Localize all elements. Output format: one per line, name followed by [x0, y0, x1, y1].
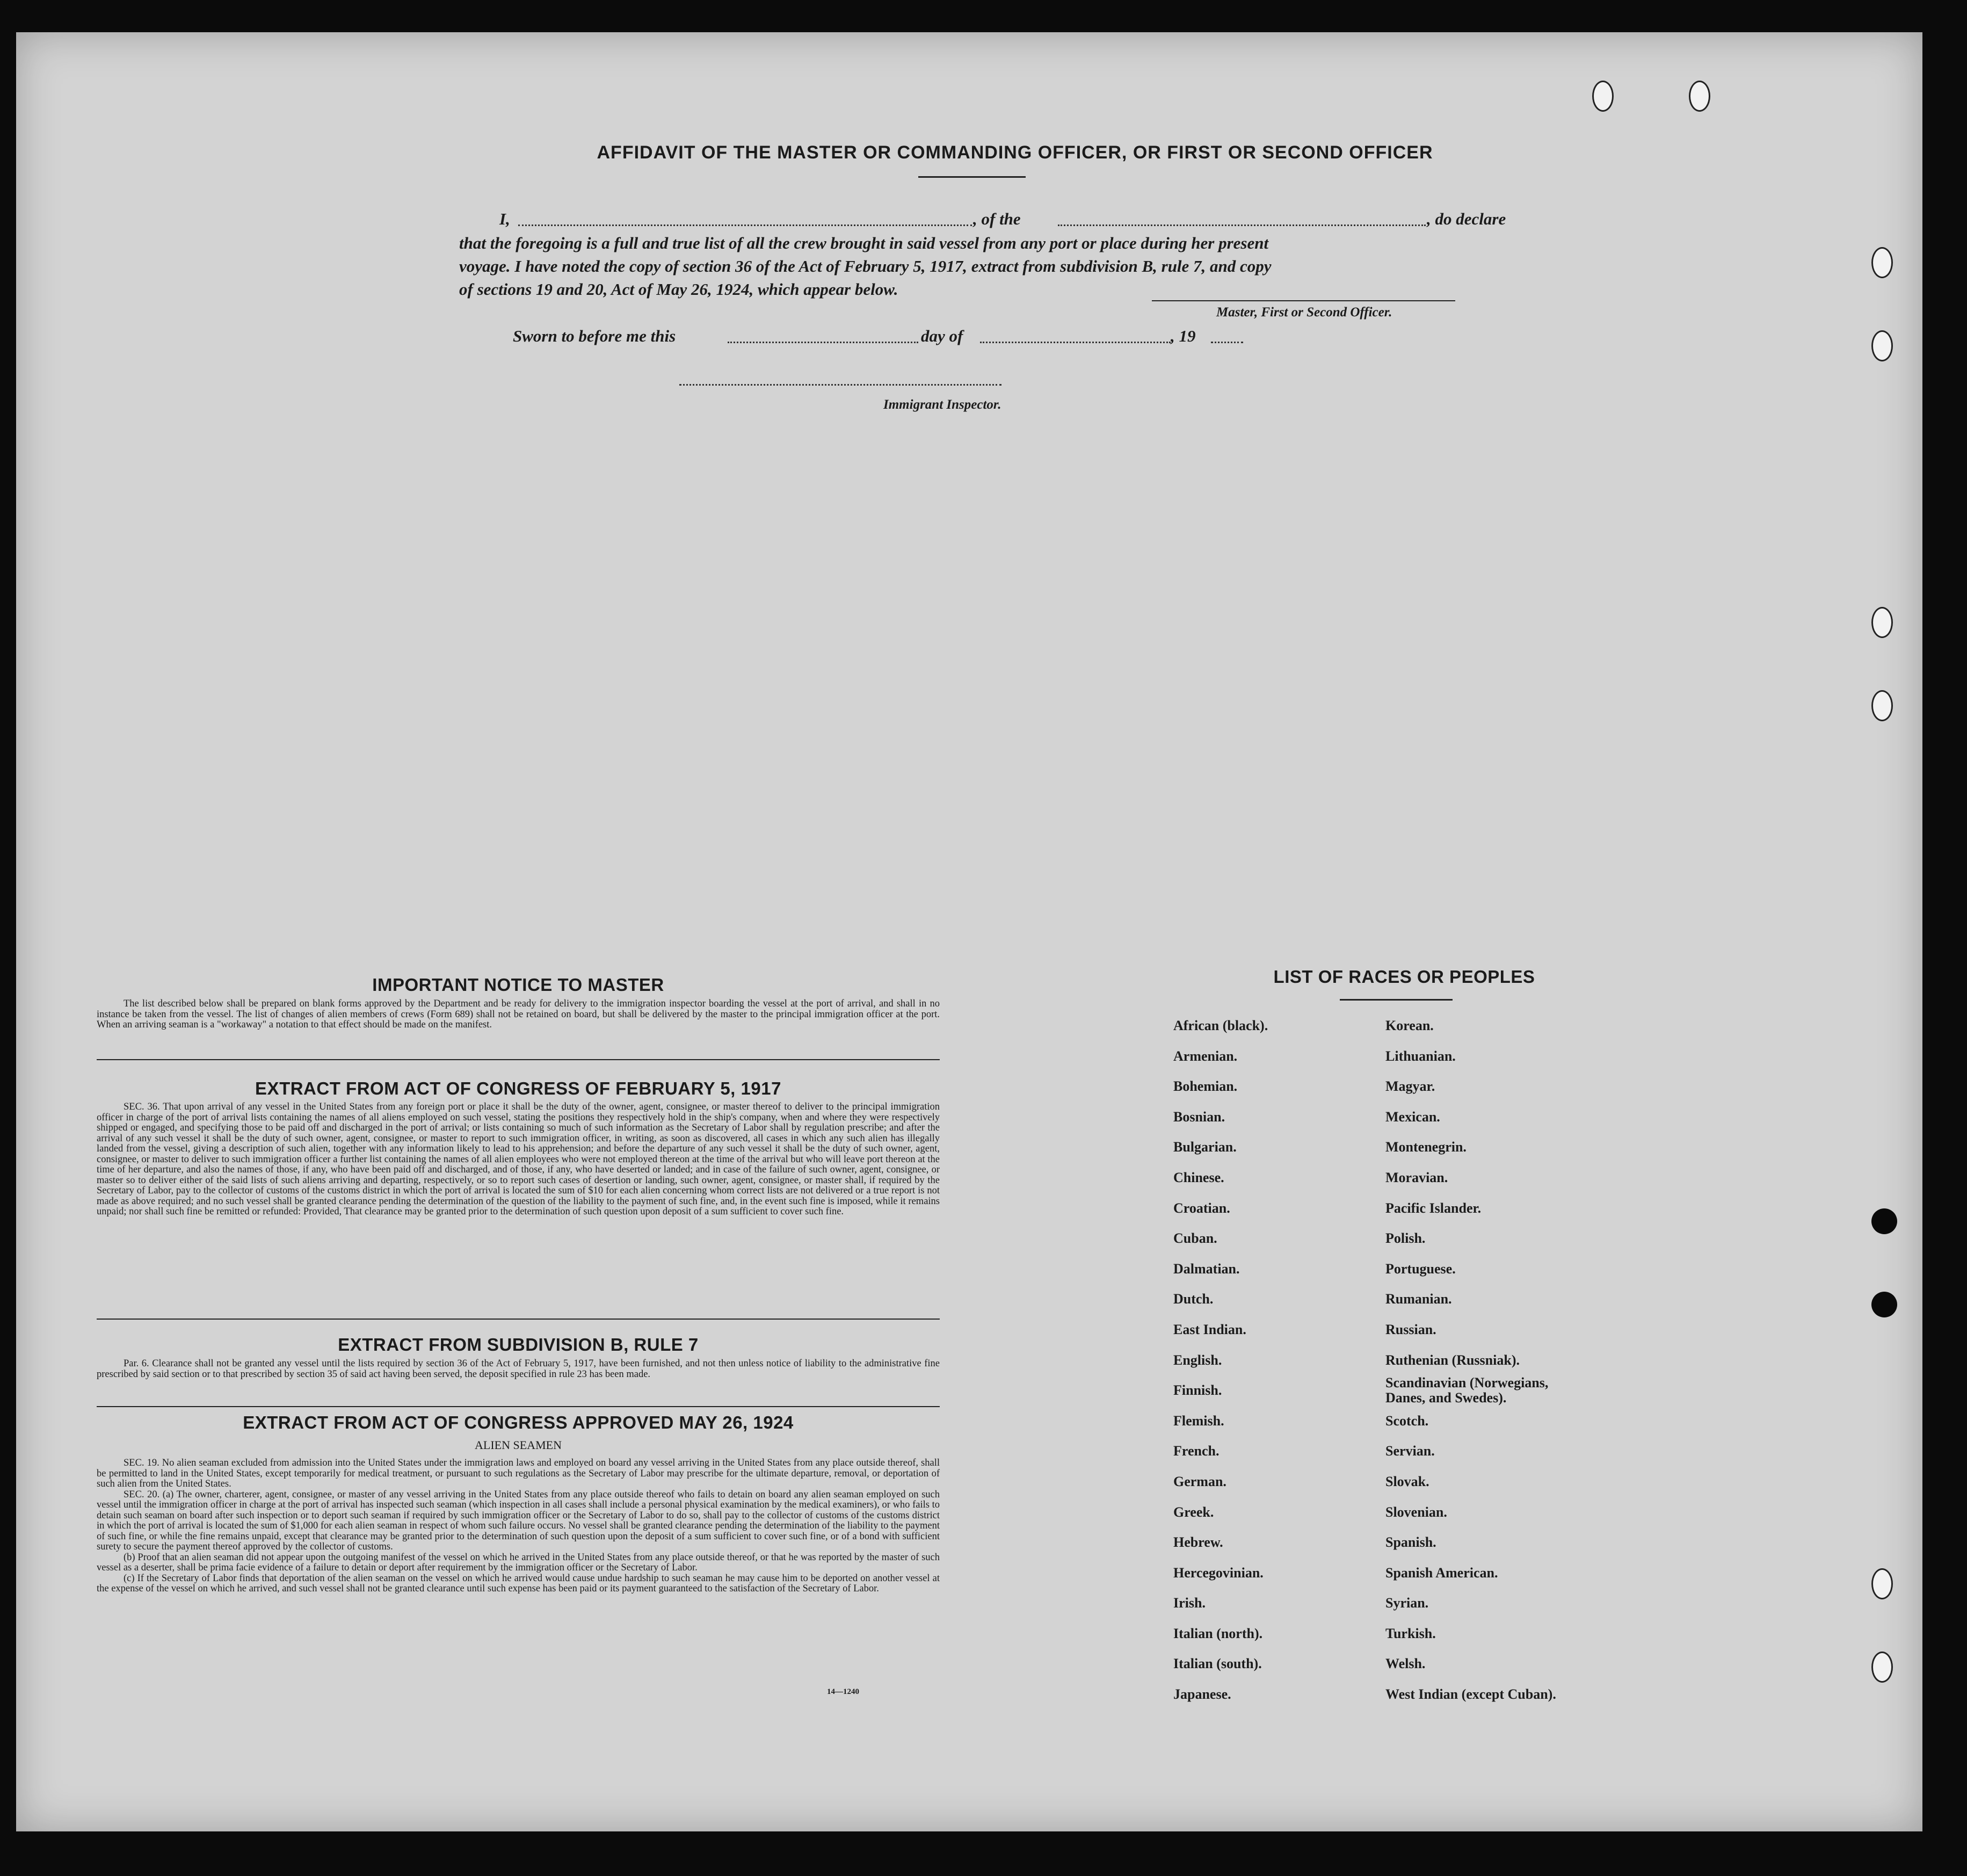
race-item: Polish. [1385, 1230, 1426, 1247]
sworn-day-blank[interactable] [728, 342, 918, 343]
race-item: Cuban. [1173, 1230, 1217, 1247]
race-item: Italian (south). [1173, 1656, 1262, 1672]
race-item: Bohemian. [1173, 1078, 1238, 1095]
sec-36-paragraph: SEC. 36. That upon arrival of any vessel in the United States from any foreign port or place it shall be the duty of the owner, agent, consignee, or master thereof to deliver to the principal immigration officer in charge of the port of arrival lists containing the names of all aliens employed on such vessel, stating the positions they respectively hold in the ship's company, when and where they were respectively shipped or engaged, and specifying those to be paid off and discharged in the port of arrival; or lists containing so much of such information as the Secretary of Labor shall by regulation prescribe; and after the arrival of any such vessel it shall be the duty of such owner, agent, consignee, or master to report to such immigration officer, in writing, as soon as discovered, all cases in which any such alien has illegally landed from the vessel, giving a description of such alien, together with any information likely to lead to his apprehension; and before the departure of any such vessel it shall be the duty of such owner, agent, consignee, or master to deliver to such immigration officer a further list containing the names of all alien employees who were not employed thereon at the time of the arrival but who will leave port thereon at the time of her departure, and also the names of those, if any, who have been paid off and discharged, and of those, if any, who have deserted or landed; and in case of the failure of such owner, agent, consignee, or master so to deliver either of the said lists of such aliens arriving and departing, respectively, or so to report such cases of desertion or landing, such owner, agent, consignee, or master shall, if required by the Secretary of Labor, pay to the collector of customs of the customs district in which the port of arrival is located the sum of $10 for each alien concerning whom correct lists are not delivered or a true report is not made as above required; and no such vessel shall be granted clearance pending the determination of the question of the liability to the payment of such fine, and, in the event such fine is imposed, while it remains unpaid; nor shall such fine be remitted or refunded: Provided, That clearance may be granted prior to the determination of such question upon deposit of a sum sufficient to cover such fine. [97, 1102, 940, 1217]
race-item: Dutch. [1173, 1291, 1214, 1307]
race-item: Scandinavian (Norwegians, Danes, and Swedes). [1385, 1375, 1549, 1406]
year-label: , 19 [1171, 327, 1196, 345]
races-column-right [1385, 1011, 1584, 1710]
race-item: Irish. [1173, 1595, 1206, 1611]
title-underline [918, 176, 1026, 178]
affidavit-line2: that the foregoing is a full and true list of all the crew brought in said vessel from any port or place during her present [459, 234, 1269, 252]
par-6-paragraph: Par. 6. Clearance shall not be granted any vessel until the lists required by section 36 of the Act of February 5, 1917, have been furnished, and not then unless notice of liability to the administrative fine prescribed by said section or to that prescribed by section 35 of said act having been served, the deposit specified in rule 23 has been made. [97, 1358, 940, 1380]
binding-hole [1871, 330, 1893, 361]
race-item: Scotch. [1385, 1413, 1429, 1429]
sec-20b-paragraph: (b) Proof that an alien seaman did not appear upon the outgoing manifest of the vessel on which he arrived in the United States from any place outside thereof, or that he was reported by the master of such vessel as a deserter, shall be prima facie evidence of a failure to detain or deport after requirement by the immigration officer or the Secretary of Labor. [97, 1552, 940, 1573]
race-item: Dalmatian. [1173, 1261, 1240, 1277]
race-item: Montenegrin. [1385, 1139, 1467, 1155]
race-item: Slovenian. [1385, 1504, 1447, 1520]
race-item: Japanese. [1173, 1686, 1231, 1703]
extract-1917-text [97, 1102, 940, 1218]
race-item: Lithuanian. [1385, 1048, 1456, 1064]
race-item: African (black). [1173, 1018, 1268, 1033]
race-item: Servian. [1385, 1443, 1435, 1459]
race-item: Greek. [1173, 1504, 1214, 1520]
binding-hole [1871, 1652, 1893, 1683]
divider [97, 1059, 940, 1060]
race-item: Spanish. [1385, 1534, 1436, 1551]
race-item: Pacific Islander. [1385, 1200, 1482, 1216]
race-item: German. [1173, 1473, 1226, 1489]
extract-1924-text [97, 1458, 940, 1595]
race-item: Spanish American. [1385, 1564, 1498, 1581]
race-item: Bulgarian. [1173, 1139, 1237, 1155]
inspector-caption: Immigrant Inspector. [883, 397, 1001, 412]
races-column-left [1173, 1011, 1268, 1710]
race-item: Flemish. [1173, 1413, 1224, 1429]
day-of-label: day of [921, 327, 963, 345]
binding-hole [1871, 607, 1893, 638]
race-item: Finnish. [1173, 1382, 1222, 1399]
sec-19-paragraph: SEC. 19. No alien seaman excluded from admission into the United States under the immigration laws and employed on board any vessel arriving in the United States from any place outside thereof, shall be permitted to land in the United States, except temporarily for medical treatment, or pursuant to such regulations as the Secretary of Labor may prescribe for the ultimate departure, removal, or deportation of such alien from the United States. [97, 1458, 940, 1489]
notice-text [97, 999, 940, 1031]
alien-seamen-subtitle: ALIEN SEAMEN [475, 1438, 562, 1452]
races-title: LIST OF RACES OR PEOPLES [1273, 967, 1535, 987]
race-item: Armenian. [1173, 1048, 1238, 1064]
race-item: Syrian. [1385, 1595, 1429, 1611]
race-item: East Indian. [1173, 1321, 1246, 1337]
divider [97, 1319, 940, 1320]
inspector-signature-line[interactable] [679, 384, 1001, 386]
document-page [16, 32, 1922, 1831]
race-item: Hebrew. [1173, 1534, 1223, 1551]
race-item: French. [1173, 1443, 1220, 1459]
affidavit-i-label: I, [499, 209, 510, 228]
race-item: Korean. [1385, 1018, 1434, 1033]
race-item: Welsh. [1385, 1656, 1426, 1672]
notice-title: IMPORTANT NOTICE TO MASTER [372, 975, 664, 995]
race-item: Moravian. [1385, 1169, 1448, 1185]
affidavit-line3: voyage. I have noted the copy of section 36 of the Act of February 5, 1917, extract from subdivision B, rule 7, and copy [459, 257, 1272, 276]
race-item: Croatian. [1173, 1200, 1230, 1216]
sec-20c-paragraph: (c) If the Secretary of Labor finds that deportation of the alien seaman on the vessel on which he arrived would cause undue hardship to such seaman he may cause him to be deported on another vessel at the expense of the vessel on which he arrived, and such vessel shall not be granted clearance until such expense has been paid or its payment guaranteed to the satisfaction of the Secretary of Labor. [97, 1573, 940, 1594]
race-item: Italian (north). [1173, 1625, 1263, 1641]
punched-hole [1871, 1292, 1897, 1317]
binding-hole [1689, 81, 1710, 112]
race-item: Hercegovinian. [1173, 1564, 1264, 1581]
sec-20a-paragraph: SEC. 20. (a) The owner, charterer, agent, consignee, or master of any vessel arriving in the United States from any place outside thereof who fails to detain on board any alien seaman employed on such vessel until the immigration officer in charge at the port of arrival has inspected such seaman (which inspection in all cases shall include a personal physical examination by the medical examiners), or who fails to detain such seaman on board after such inspection or to deport such seaman if required by such immigration officer or the Secretary of Labor to do so, shall pay to the collector of customs of the customs district in which the port of arrival is located the sum of $1,000 for each alien seaman in respect of whom such failure occurs. No vessel shall be granted clearance pending the determination of the liability to the payment of such fine, or while the fine remains unpaid, except that clearance may be granted prior to the determination of such question upon the deposit of a sum sufficient to cover such fine, or of a bond with sufficient surety to secure the payment thereof approved by the collector of customs. [97, 1489, 940, 1552]
extract-1924-title: EXTRACT FROM ACT OF CONGRESS APPROVED MAY 26, 1924 [243, 1413, 794, 1432]
master-caption: Master, First or Second Officer. [1216, 305, 1392, 320]
affidavit-title: AFFIDAVIT OF THE MASTER OR COMMANDING OFFICER, OR FIRST OR SECOND OFFICER [597, 142, 1433, 163]
rule7-title: EXTRACT FROM SUBDIVISION B, RULE 7 [338, 1335, 699, 1355]
affidavit-line4: of sections 19 and 20, Act of May 26, 1924, which appear below. [459, 280, 898, 299]
divider [97, 1406, 940, 1407]
sworn-year-blank[interactable] [1211, 342, 1243, 343]
binding-hole [1592, 81, 1614, 112]
affidavit-of-the: , of the [973, 209, 1021, 228]
race-item: Turkish. [1385, 1625, 1436, 1641]
sworn-label: Sworn to before me this [513, 327, 676, 345]
binding-hole [1871, 1568, 1893, 1599]
rule7-text [97, 1359, 940, 1380]
binding-hole [1871, 690, 1893, 721]
race-item: West Indian (except Cuban). [1385, 1686, 1556, 1703]
master-signature-line[interactable] [1152, 300, 1455, 301]
vessel-blank[interactable] [1058, 224, 1426, 226]
affidavit-do-declare: , do declare [1427, 209, 1506, 228]
race-item: Rumanian. [1385, 1291, 1452, 1307]
race-item: Portuguese. [1385, 1261, 1456, 1277]
race-item: Chinese. [1173, 1169, 1224, 1185]
race-item: Russian. [1385, 1321, 1436, 1337]
name-blank[interactable] [518, 224, 972, 226]
race-item: English. [1173, 1352, 1222, 1368]
race-item: Ruthenian (Russniak). [1385, 1352, 1520, 1368]
punched-hole [1871, 1208, 1897, 1234]
sworn-month-blank[interactable] [980, 342, 1171, 343]
race-item: Slovak. [1385, 1473, 1429, 1489]
race-item: Magyar. [1385, 1078, 1435, 1095]
binding-hole [1871, 247, 1893, 278]
race-item: Mexican. [1385, 1109, 1440, 1125]
extract-1917-title: EXTRACT FROM ACT OF CONGRESS OF FEBRUARY 5, 1917 [255, 1078, 781, 1098]
races-title-underline [1340, 999, 1453, 1001]
notice-paragraph: The list described below shall be prepared on blank forms approved by the Department and be ready for delivery to the immigration inspector boarding the vessel at the port of arrival, and shall in no instance be taken from the vessel. The list of changes of alien members of crews (Form 689) shall not be retained on board, but shall be delivered by the master to the principal immigration officer at the port. When an arriving seaman is a "workaway" a notation to that effect should be made on the manifest. [97, 998, 940, 1030]
race-item: Bosnian. [1173, 1109, 1225, 1125]
form-number: 14—1240 [827, 1687, 859, 1696]
